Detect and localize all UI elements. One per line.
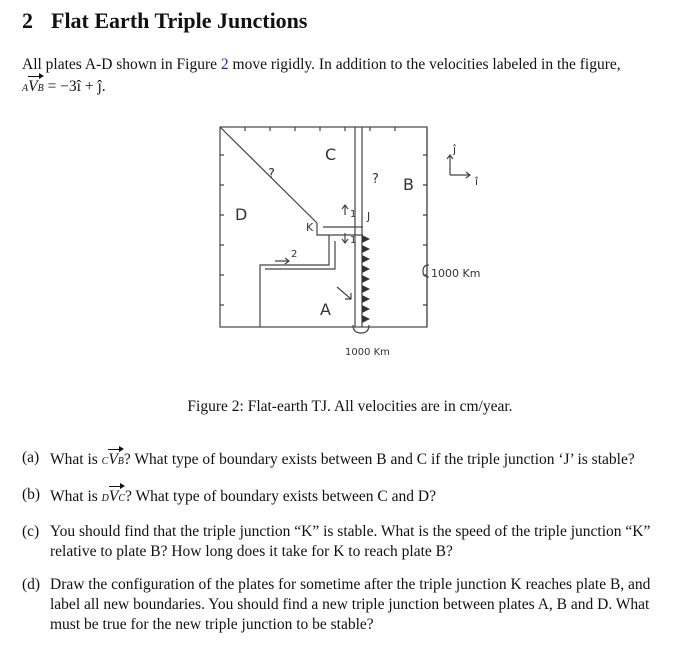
vector-pre: A: [22, 83, 29, 94]
question-b: [22, 485, 682, 509]
section-title-text: Flat Earth Triple Junctions: [51, 8, 308, 33]
label-vel-down: 1: [350, 235, 357, 246]
question-label: (c): [22, 523, 40, 540]
label-vel-up: 1: [350, 209, 357, 220]
section-number: 2: [22, 8, 33, 33]
boundary-k: [317, 223, 363, 235]
intro-text: All plates A-D shown in Figure: [22, 56, 221, 73]
question-text: You should find that the triple junction “K” is stable. What is the speed of the triple junction “K” relative to plate B? How long does it take for K to reach plate B?: [50, 523, 651, 560]
vector-avb: [22, 75, 44, 99]
vector-main: V: [28, 78, 38, 95]
intro-text-2: move rigidly. In addition to the velocities labeled in the figure,: [228, 56, 621, 73]
label-plate-d: D: [235, 205, 248, 224]
label-unknown-1: ?: [268, 167, 275, 182]
plate-figure: [205, 115, 505, 365]
vector-arrow: [28, 75, 44, 99]
figure-caption: Figure 2: Flat-earth TJ. All velocities are in cm/year.: [187, 398, 513, 415]
label-junction-j: J: [367, 210, 371, 223]
question-list: [22, 448, 682, 648]
arrow-up: [342, 205, 348, 215]
question-label: (a): [22, 449, 40, 466]
question-label: (d): [22, 576, 41, 593]
axes-icon: [447, 155, 470, 178]
question-d: [22, 575, 682, 635]
label-vel-two: 2: [291, 249, 298, 260]
label-scale-vertical: 1000 Km: [431, 267, 481, 280]
intro-paragraph: [22, 55, 682, 99]
label-plate-a: A: [320, 300, 331, 319]
label-scale-horizontal: 1000 Km: [345, 347, 390, 358]
question-text: Draw the configuration of the plates for sometime after the triple junction K reaches plate B, and label all new boundaries. You should find a new triple junction between plates A, B and D. What must be true for the new triple junction to be stable?: [50, 576, 651, 633]
label-axis-i: î: [475, 175, 479, 188]
intro-equation: = −3î + ĵ.: [43, 78, 106, 95]
figure-ref-link[interactable]: 2: [220, 56, 229, 73]
question-text: What is CVB? What type of boundary exists between B and C if the triple junction ‘J’ is stable?: [50, 448, 682, 472]
question-text: What is DVC? What type of boundary exists between C and D?: [50, 485, 682, 509]
label-unknown-2: ?: [372, 172, 379, 187]
question-c: [22, 522, 682, 562]
subduction-teeth: [362, 235, 370, 323]
question-a: [22, 448, 682, 472]
arrow-two: [275, 258, 289, 264]
label-axis-j: ĵ: [453, 143, 457, 156]
question-label: (b): [22, 486, 41, 503]
label-plate-c: C: [325, 145, 337, 164]
arrow-a: [337, 287, 351, 299]
label-plate-b: B: [403, 175, 414, 194]
section-title: [22, 8, 307, 34]
label-junction-k: K: [306, 221, 314, 234]
vector-sub: B: [37, 83, 44, 94]
